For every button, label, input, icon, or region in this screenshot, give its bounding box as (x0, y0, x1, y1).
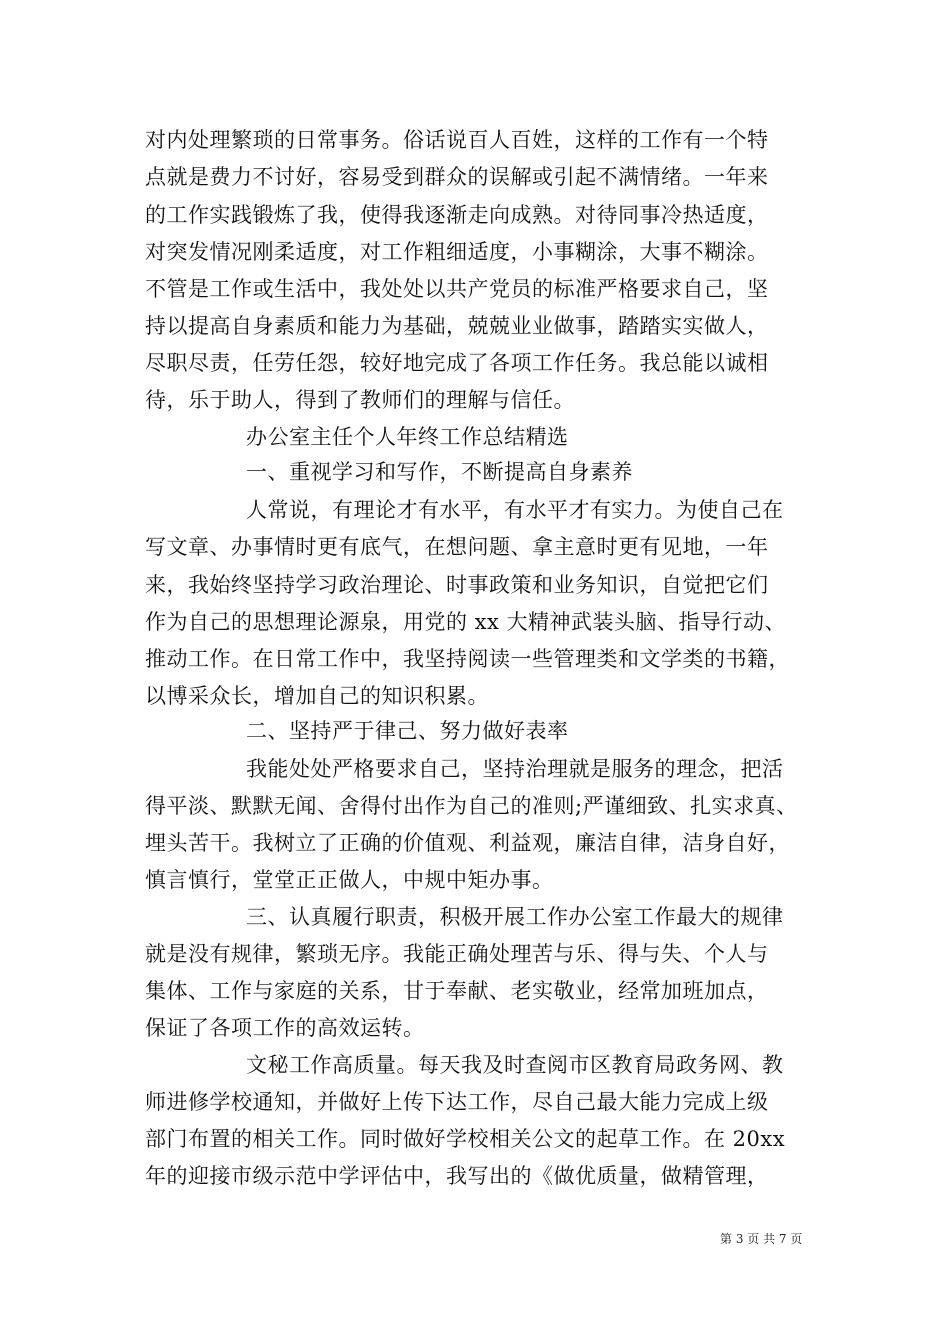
body-text-line: 保证了各项工作的高效运转。 (145, 1016, 425, 1040)
body-text-line: 不管是工作或生活中，我处处以共产党员的标准严格要求自己，坚 (145, 277, 769, 301)
body-text-line: 待，乐于助人，得到了教师们的理解与信任。 (145, 388, 575, 412)
section-heading-3: 三、认真履行职责，积极开展工作办公室工作最大的规律 (246, 905, 784, 929)
body-text-line: 文秘工作高质量。每天我及时查阅市区教育局政务网、教 (246, 1053, 784, 1077)
body-text-line: 埋头苦干。我树立了正确的价值观、利益观，廉洁自律，洁身自好， (145, 831, 790, 855)
body-text-line: 年的迎接市级示范中学评估中，我写出的《做优质量，做精管理， (145, 1164, 769, 1188)
body-text-line: 作为自己的思想理论源泉，用党的 xx 大精神武装头脑、指导行动、 (145, 610, 787, 634)
document-title: 办公室主任个人年终工作总结精选 (246, 425, 569, 449)
body-text-line: 我能处处严格要求自己，坚持治理就是服务的理念，把活 (246, 757, 784, 781)
body-text-line: 集体、工作与家庭的关系，甘于奉献、老实敬业，经常加班加点， (145, 979, 769, 1003)
body-text-line: 部门布置的相关工作。同时做好学校相关公文的起草工作。在 20xx (145, 1127, 786, 1151)
page-number-footer: 第 3 页 共 7 页 (720, 1232, 803, 1246)
body-text-line: 对内处理繁琐的日常事务。俗话说百人百姓，这样的工作有一个特 (145, 128, 769, 152)
body-text-line: 推动工作。在日常工作中，我坚持阅读一些管理类和文学类的书籍， (145, 647, 790, 671)
body-text-line: 的工作实践锻炼了我，使得我逐渐走向成熟。对待同事冷热适度， (145, 203, 769, 227)
body-text-line: 点就是费力不讨好，容易受到群众的误解或引起不满情绪。一年来 (145, 165, 769, 189)
body-text-line: 对突发情况刚柔适度，对工作粗细适度，小事糊涂，大事不糊涂。 (145, 240, 769, 264)
body-text-line: 以博采众长，增加自己的知识积累。 (145, 684, 489, 708)
body-text-line: 师进修学校通知，并做好上传下达工作，尽自己最大能力完成上级 (145, 1090, 769, 1114)
body-text-line: 写文章、办事情时更有底气，在想问题、拿主意时更有见地，一年 (145, 535, 769, 559)
body-text-line: 来，我始终坚持学习政治理论、时事政策和业务知识，自觉把它们 (145, 573, 769, 597)
body-text-line: 得平淡、默默无闻、舍得付出作为自己的准则;严谨细致、扎实求真、 (145, 794, 798, 818)
section-heading-1: 一、重视学习和写作，不断提高自身素养 (246, 460, 633, 484)
body-text-line: 尽职尽责，任劳任怨，较好地完成了各项工作任务。我总能以诚相 (145, 351, 769, 375)
body-text-line: 人常说，有理论才有水平，有水平才有实力。为使自己在 (246, 498, 784, 522)
body-text-line: 持以提高自身素质和能力为基础，兢兢业业做事，踏踏实实做人， (145, 314, 769, 338)
body-text-line: 慎言慎行，堂堂正正做人，中规中矩办事。 (145, 868, 554, 892)
section-heading-2: 二、坚持严于律己、努力做好表率 (246, 719, 569, 743)
body-text-line: 就是没有规律，繁琐无序。我能正确处理苦与乐、得与失、个人与 (145, 942, 769, 966)
